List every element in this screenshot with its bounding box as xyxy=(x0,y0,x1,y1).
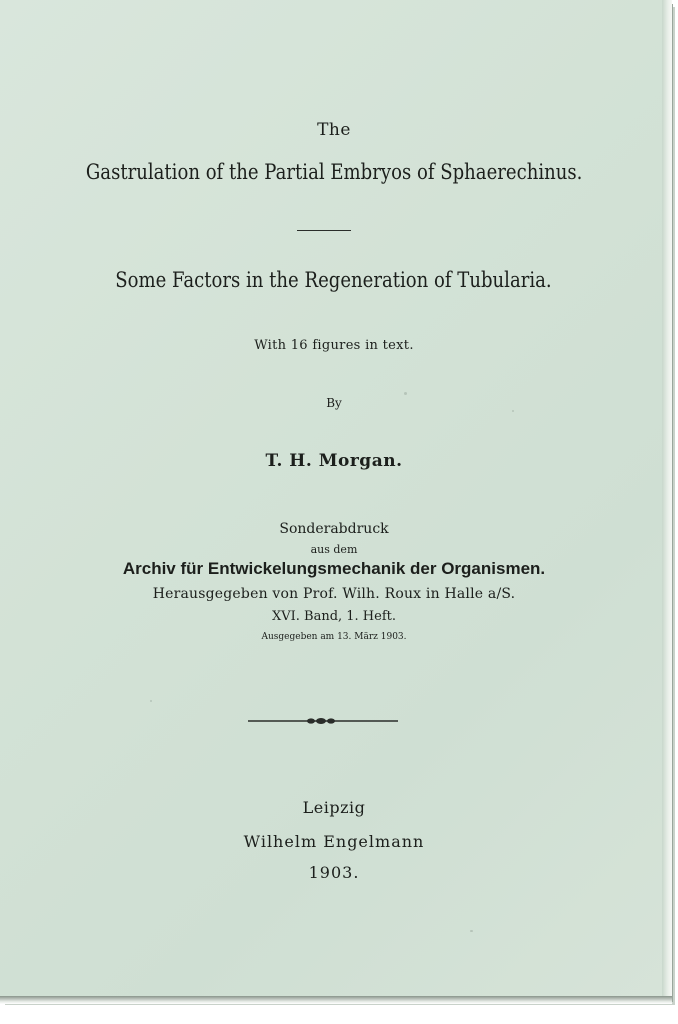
page-shadow xyxy=(0,996,672,1004)
from-label: aus dem xyxy=(310,543,358,556)
author-name: T. H. Morgan. xyxy=(265,451,403,471)
paper-speck xyxy=(470,930,473,932)
journal-title: Archiv für Entwickelungsmechanik der Organismen. xyxy=(122,559,546,578)
paper-speck xyxy=(512,410,514,412)
by-label: By xyxy=(326,396,342,410)
issue-date: Ausgegeben am 13. März 1903. xyxy=(261,632,407,642)
publisher-name: Wilhelm Engelmann xyxy=(243,832,425,851)
article-label: The xyxy=(317,120,351,140)
paper-speck xyxy=(150,700,152,702)
paper-speck xyxy=(404,392,407,395)
title-divider xyxy=(297,230,351,231)
title-regeneration: Some Factors in the Regeneration of Tubularia. xyxy=(115,268,552,292)
editor-line: Herausgegeben von Prof. Wilh. Roux in Halle a/S. xyxy=(152,586,516,602)
ornament-divider xyxy=(248,714,398,728)
publisher-city: Leipzig xyxy=(302,798,366,817)
volume-line: XVI. Band, 1. Heft. xyxy=(271,609,397,624)
offprint-label: Sonderabdruck xyxy=(279,521,389,537)
publication-year: 1903. xyxy=(308,863,360,882)
title-gastrulation: Gastrulation of the Partial Embryos of Sphaerechinus. xyxy=(85,160,583,184)
figures-note: With 16 figures in text. xyxy=(254,338,414,353)
